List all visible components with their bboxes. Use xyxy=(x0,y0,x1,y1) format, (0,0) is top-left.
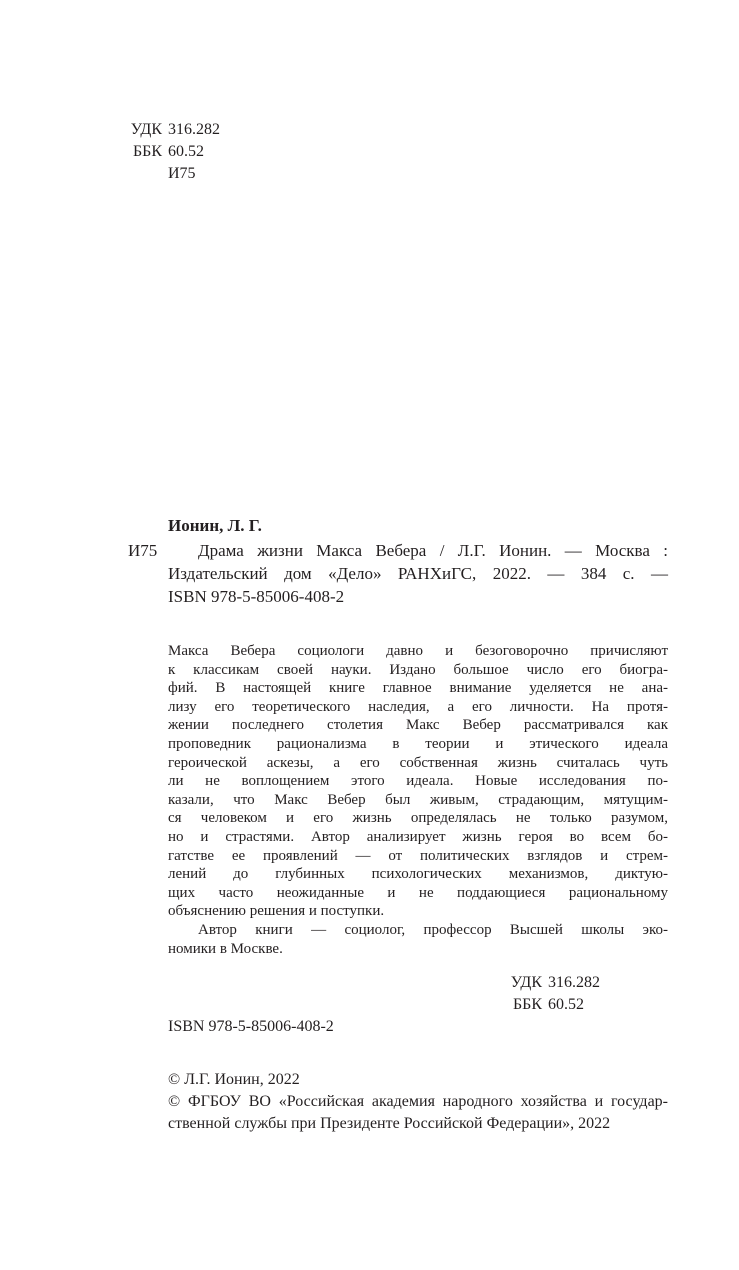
isbn: ISBN 978-5-85006-408-2 xyxy=(168,1018,334,1035)
abstract-line: Автор книги — социолог, профессор Высшей школы эко- xyxy=(198,921,668,938)
abstract-line: Макса Вебера социологи давно и безоговорочно причисляют xyxy=(168,643,668,659)
abstract-line: лений до глубинных психологических механизмов, диктую- xyxy=(168,866,668,883)
bbk-code: ББК 60.52 xyxy=(512,996,584,1013)
abstract-line: лизу его теоретического наследия, а его личности. На протя- xyxy=(168,698,668,715)
entry-line: Издательский дом «Дело» РАНХиГС, 2022. — 384 с. — xyxy=(168,564,668,583)
copyright-line: © ФГБОУ ВО «Российская академия народного хозяйства и государ- xyxy=(168,1093,668,1110)
copyright-line: © Л.Г. Ионин, 2022 xyxy=(168,1071,300,1088)
copyright-line: ственной службы при Президенте Российской Федерации», 2022 xyxy=(168,1115,611,1132)
classification-codes-bottom xyxy=(502,972,600,1016)
abstract-line: казали, что Макс Вебер был живым, страдающим, мятущим- xyxy=(168,791,668,808)
author-mark: И75 xyxy=(128,541,158,560)
bibliographic-entry xyxy=(128,539,668,608)
abstract-line: героической аскезы, а его собственная жизнь считалась чуть xyxy=(168,754,668,771)
abstract-line: к классикам своей науки. Издано большое число его биогра- xyxy=(168,661,668,678)
copyright-block xyxy=(168,1069,668,1135)
classification-codes-top xyxy=(122,119,220,185)
abstract-line: ся человеком и его жизнь определялась не только разумом, xyxy=(168,810,668,827)
entry-line: ISBN 978-5-85006-408-2 xyxy=(168,587,345,606)
udc-code: УДК 316.282 xyxy=(510,974,600,991)
abstract-line: гатстве ее проявлений — от политических взглядов и стрем- xyxy=(168,847,668,864)
abstract-line: ли не воплощением этого идеала. Новые исследования по- xyxy=(168,773,668,790)
author-heading: Ионин, Л. Г. xyxy=(168,516,262,535)
abstract-line: проповедник рационализма в теории и этического идеала xyxy=(168,735,668,752)
author-mark: И75 xyxy=(168,165,196,182)
abstract-line: номики в Москве. xyxy=(168,940,283,957)
abstract-line: жении последнего столетия Макс Вебер рассматривался как xyxy=(168,717,668,734)
abstract-line: но и страстями. Автор анализирует жизнь героя во всем бо- xyxy=(168,828,668,845)
entry-line: Драма жизни Макса Вебера / Л.Г. Ионин. — Москва : xyxy=(198,541,668,560)
udc-code: УДК 316.282 xyxy=(130,121,220,138)
abstract-line: щих часто неожиданные и не поддающиеся рациональному xyxy=(168,884,668,901)
bbk-code: ББК 60.52 xyxy=(132,143,204,160)
abstract-line: фий. В настоящей книге главное внимание уделяется не ана- xyxy=(168,680,668,697)
abstract-line: объяснению решения и поступки. xyxy=(168,903,385,920)
abstract xyxy=(168,642,668,958)
